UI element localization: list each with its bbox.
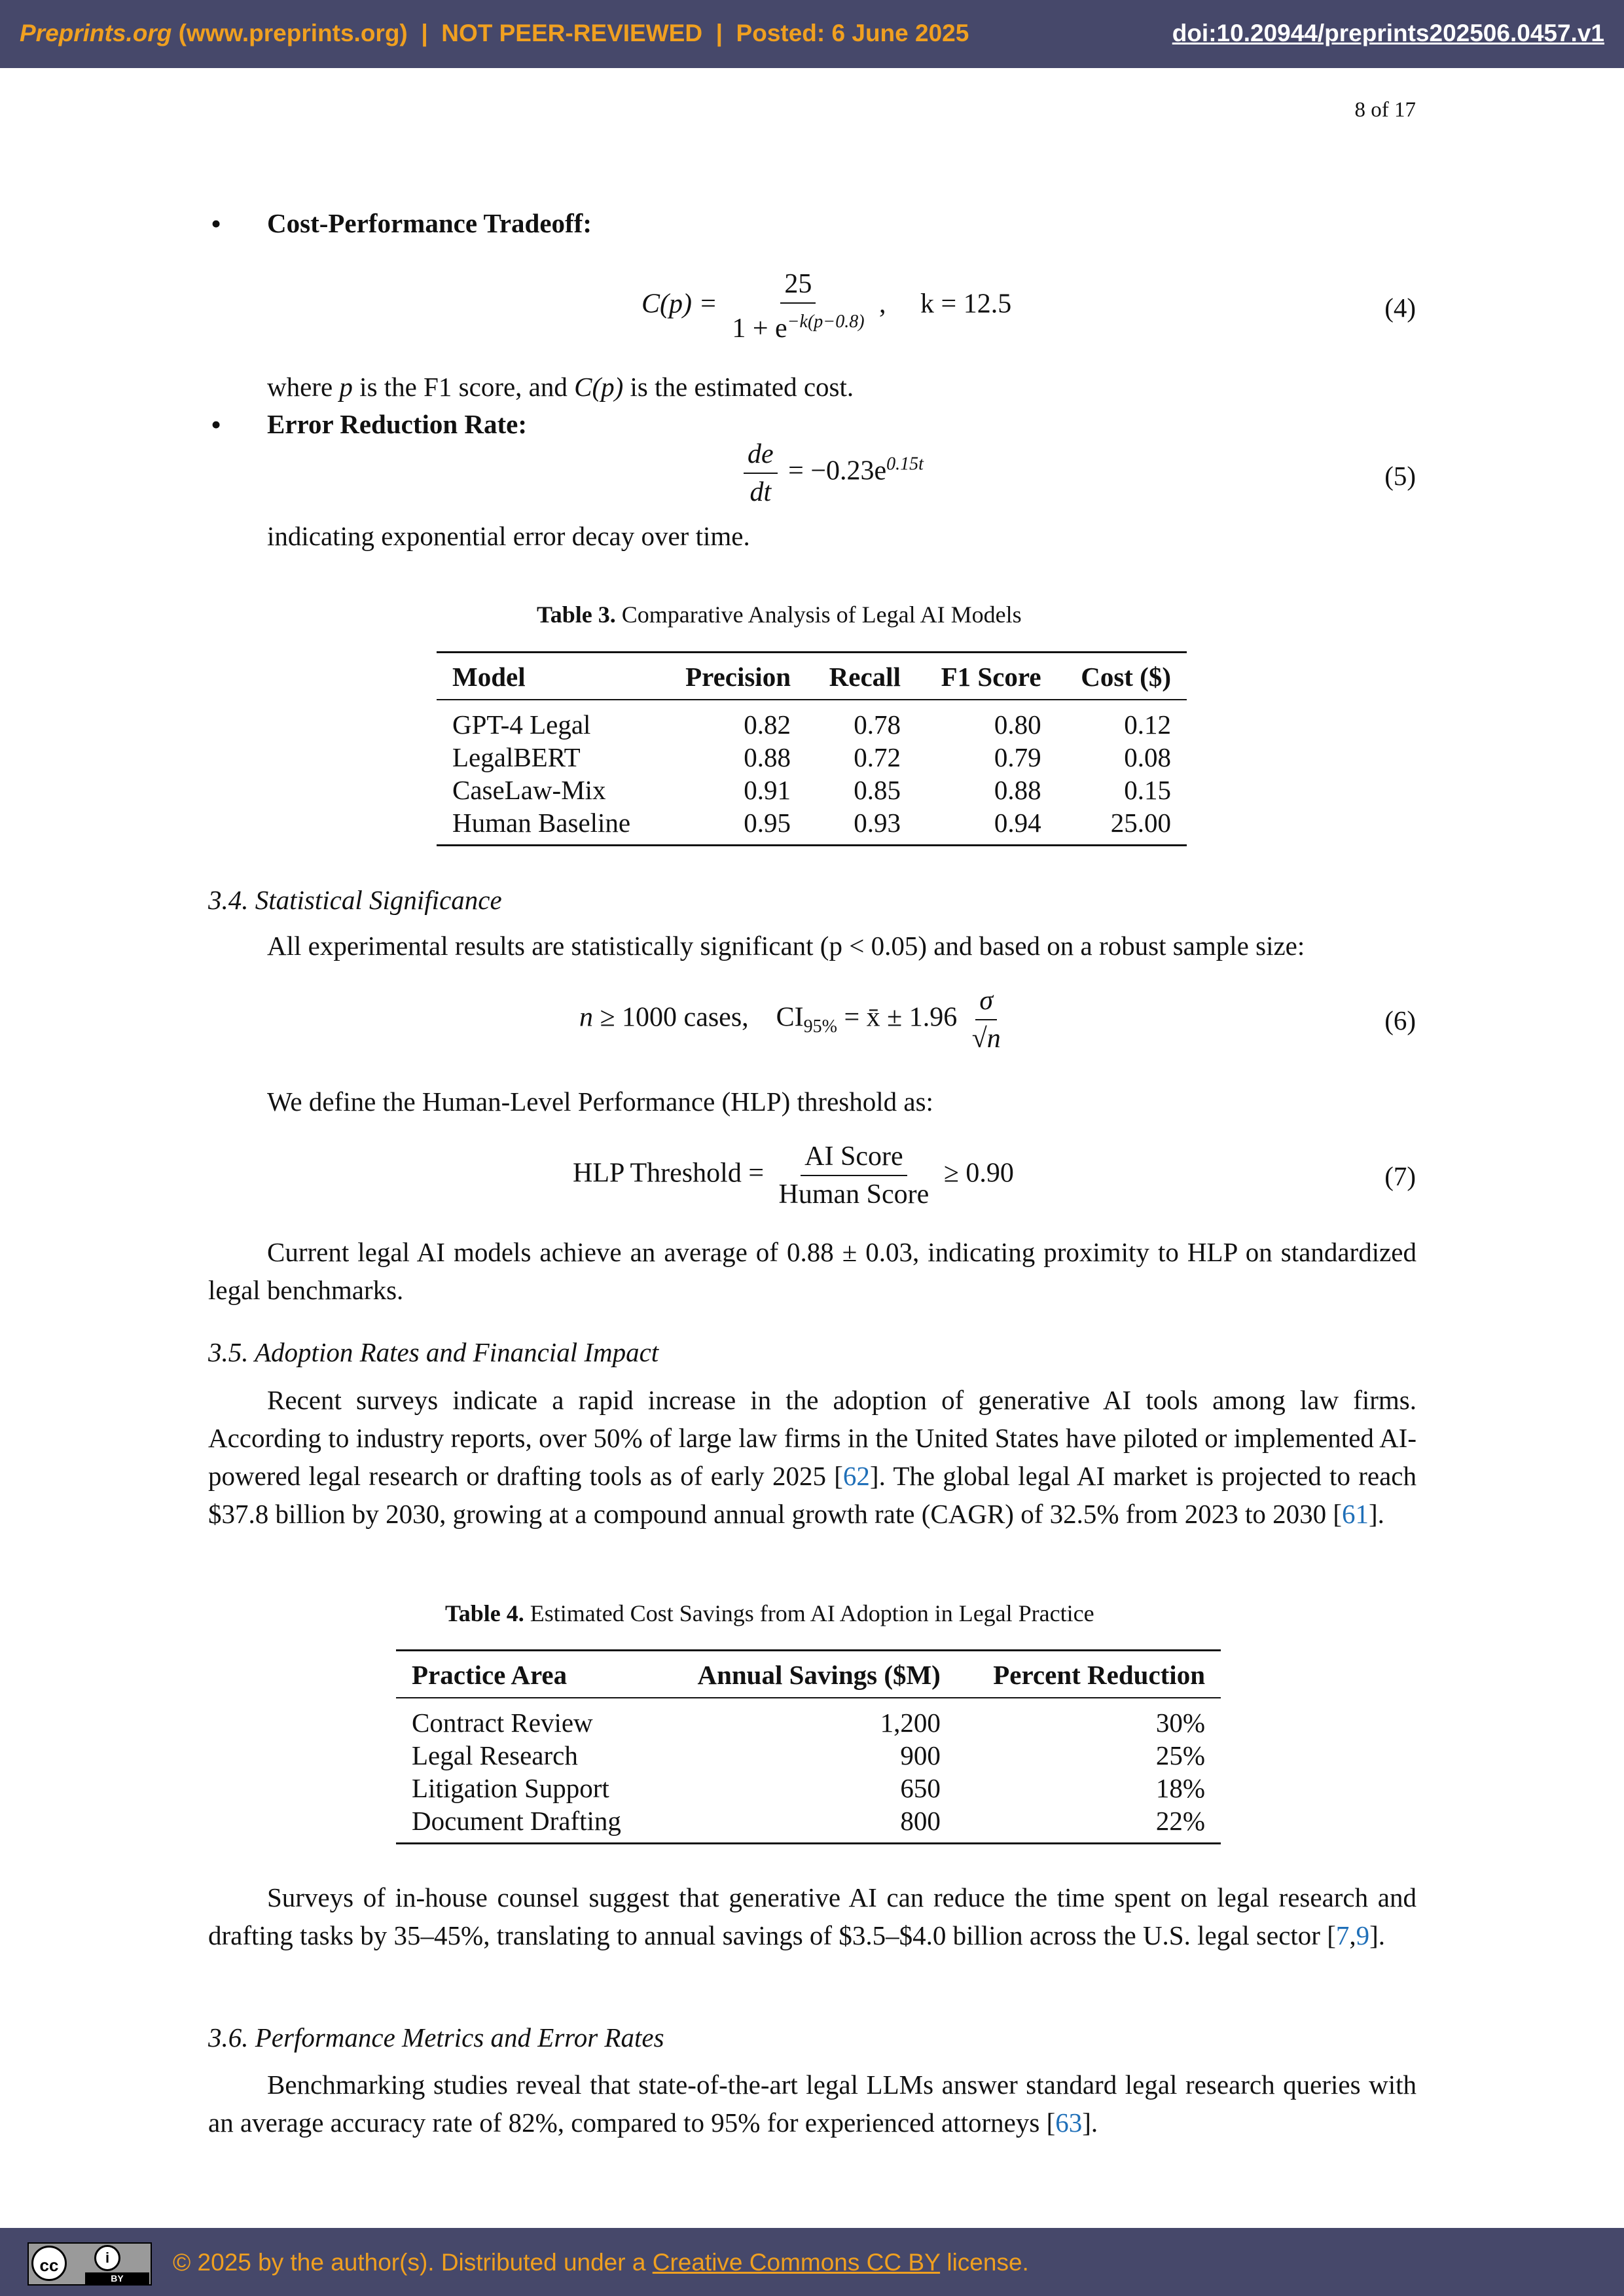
section-3-5-paragraph-2 — [208, 1878, 1416, 1954]
eq4-explain-text: is the estimated cost. — [623, 372, 854, 402]
citation-link[interactable]: 7 — [1335, 1920, 1350, 1950]
table-cell: LegalBERT — [452, 742, 581, 772]
bullet-marker: • — [211, 408, 222, 441]
eq5-exponent: 0.15t — [886, 454, 924, 475]
section-3-5-paragraph — [208, 1381, 1416, 1533]
eq6-n: n — [579, 1002, 593, 1033]
section-3-4-paragraph: We define the Human-Level Performance (HLP) threshold as: — [267, 1086, 933, 1117]
paragraph-text: Surveys of in-house counsel suggest that generative AI can reduce the time spent on legal research and drafting tasks by 35–45%, translating to annual savings of $3.5–$4.0 billion across the U.S. legal sector [ — [208, 1882, 1416, 1950]
table-3-caption — [537, 601, 1022, 628]
brand-site[interactable]: (www.preprints.org) — [178, 20, 408, 46]
by-label: BY — [85, 2272, 149, 2284]
eq4-tail: , k = 12.5 — [879, 289, 1012, 319]
equation-6 — [579, 986, 1009, 1053]
citation-link[interactable]: 62 — [842, 1461, 870, 1491]
eq5-rhs: = −0.23e — [788, 456, 887, 486]
column-header: Cost ($) — [1057, 653, 1187, 700]
equation-4-number: (4) — [1384, 293, 1416, 323]
license-footer — [0, 2228, 1624, 2296]
eq6-mid: = x̄ ± 1.96 — [837, 1002, 958, 1033]
table-cell: 0.93 — [854, 808, 901, 838]
eq4-lhs: C(p) = — [641, 289, 717, 319]
table-cell: 25.00 — [1110, 808, 1171, 838]
eq4-numerator: 25 — [780, 270, 816, 304]
citation-link[interactable]: 9 — [1356, 1920, 1370, 1950]
table-cell: 0.78 — [854, 709, 901, 740]
bullet-marker: • — [211, 207, 222, 240]
cc-icon: cc — [31, 2246, 67, 2281]
section-3-4-conclusion: Current legal AI models achieve an average of 0.88 ± 0.03, indicating proximity to HLP on standardized legal benchmarks. — [208, 1237, 1416, 1305]
table-row — [396, 1698, 1221, 1739]
table-cell: 0.85 — [854, 775, 901, 805]
license-text-part: © 2025 by the author(s). Distributed under a — [173, 2249, 653, 2276]
paragraph-text: ]. — [1369, 1499, 1384, 1529]
table-3 — [437, 651, 1187, 846]
table-3-label: Table 3. — [537, 601, 616, 628]
table-cell: 0.12 — [1124, 709, 1171, 740]
eq4-explanation — [267, 368, 854, 406]
eq5-denominator: dt — [749, 477, 772, 507]
error-reduction-title: Error Reduction Rate: — [267, 409, 528, 439]
eq4-explain-text: where — [267, 372, 340, 402]
table-cell: GPT-4 Legal — [452, 709, 591, 740]
table-cell: Legal Research — [412, 1740, 578, 1770]
table-row — [396, 1772, 1221, 1804]
equation-6-number: (6) — [1384, 1005, 1416, 1035]
paragraph-text: ]. — [1082, 2108, 1098, 2138]
equation-7-number: (7) — [1384, 1161, 1416, 1191]
table-cell: 0.88 — [744, 742, 791, 772]
cc-by-badge[interactable] — [27, 2242, 152, 2286]
table-cell: 0.80 — [994, 709, 1041, 740]
eq4-fraction — [728, 270, 868, 343]
eq6-cases: ≥ 1000 cases, — [593, 1002, 749, 1033]
equation-5-number: (5) — [1384, 461, 1416, 491]
column-header: F1 Score — [916, 653, 1057, 700]
table-cell: 0.72 — [854, 742, 901, 772]
table-cell: 0.82 — [744, 709, 791, 740]
table-cell: 1,200 — [880, 1708, 941, 1738]
eq7-numerator: AI Score — [801, 1142, 907, 1176]
table-cell: Contract Review — [412, 1708, 593, 1738]
eq6-denominator: √n — [971, 1024, 1001, 1054]
eq4-explain-text: is the F1 score, and — [352, 372, 575, 402]
eq5-fraction — [744, 440, 778, 507]
table-cell: 0.94 — [994, 808, 1041, 838]
section-3-4-paragraph: All experimental results are statistically significant (p < 0.05) and based on a robust sample size: — [267, 931, 1305, 961]
column-header: Percent Reduction — [956, 1651, 1221, 1698]
header-info — [20, 20, 969, 47]
table-row — [437, 806, 1187, 846]
header-separator: | — [715, 20, 723, 46]
header-separator: | — [421, 20, 428, 46]
table-header-row — [437, 653, 1187, 700]
eq6-ci-subscript: 95% — [803, 1016, 837, 1037]
eq7-rhs: ≥ 0.90 — [943, 1158, 1014, 1189]
table-header-row — [396, 1651, 1221, 1698]
column-header: Precision — [660, 653, 806, 700]
table-cell: 800 — [900, 1806, 941, 1836]
section-3-6-heading: 3.6. Performance Metrics and Error Rates — [208, 2022, 664, 2053]
posted-date: Posted: 6 June 2025 — [736, 20, 969, 46]
eq6-fraction — [968, 986, 1005, 1053]
eq7-denominator: Human Score — [778, 1179, 929, 1210]
table-cell: 0.15 — [1124, 775, 1171, 805]
paragraph-text: ]. The global legal AI market is projected to reach $37.8 billion by 2030, growing at a compound annual growth rate (CAGR) of 32.5% from 2023 to 2030 [ — [208, 1461, 1416, 1529]
equation-4 — [641, 270, 1011, 343]
table-cell: 0.79 — [994, 742, 1041, 772]
license-text-part: license. — [940, 2249, 1029, 2276]
section-3-5-heading: 3.5. Adoption Rates and Financial Impact — [208, 1337, 659, 1367]
preprint-header-bar — [0, 0, 1624, 68]
table-cell: 18% — [1155, 1773, 1205, 1803]
license-text — [173, 2249, 1029, 2276]
table-cell: 900 — [900, 1740, 941, 1770]
eq6-ci: CI — [776, 1002, 804, 1033]
table-4-caption — [445, 1600, 1094, 1627]
cost-performance-title: Cost-Performance Tradeoff: — [267, 208, 592, 238]
table-4 — [396, 1649, 1221, 1844]
doi-link[interactable]: doi:10.20944/preprints202506.0457.v1 — [1172, 20, 1604, 46]
table-4-label: Table 4. — [445, 1600, 524, 1626]
column-header: Practice Area — [396, 1651, 658, 1698]
eq4-explain-var: p — [339, 372, 353, 402]
citation-separator: , — [1349, 1920, 1356, 1950]
table-cell: 30% — [1155, 1708, 1205, 1738]
eq6-numerator: σ — [975, 986, 997, 1020]
table-row — [437, 741, 1187, 774]
eq7-lhs: HLP Threshold = — [573, 1158, 765, 1189]
eq5-explanation: indicating exponential error decay over time. — [267, 521, 750, 551]
page-number: 8 of 17 — [1354, 98, 1416, 122]
brand-name[interactable]: Preprints.org — [20, 20, 172, 46]
table-row — [396, 1739, 1221, 1772]
table-3-title: Comparative Analysis of Legal AI Models — [621, 601, 1022, 628]
paragraph-text: Recent surveys indicate a rapid increase in the adoption of generative AI tools among law firms. According to industry reports, over 50% of large law firms in the United States have piloted or implemented AI-powered legal research or drafting tools as of early 2025 [ — [208, 1385, 1416, 1491]
eq4-exponent: −k(p−0.8) — [787, 312, 865, 332]
eq5-numerator: de — [744, 440, 778, 474]
column-header: Recall — [806, 653, 916, 700]
eq4-denominator-base: 1 + e — [732, 314, 787, 344]
column-header: Annual Savings ($M) — [658, 1651, 956, 1698]
section-3-4-heading: 3.4. Statistical Significance — [208, 885, 502, 915]
table-cell: 0.88 — [994, 775, 1041, 805]
table-cell: 0.91 — [744, 775, 791, 805]
table-cell: Document Drafting — [412, 1806, 621, 1836]
paragraph-text: ]. — [1369, 1920, 1385, 1950]
table-cell: Litigation Support — [412, 1773, 609, 1803]
column-header: Model — [437, 653, 660, 700]
review-status: NOT PEER-REVIEWED — [441, 20, 703, 46]
paragraph-text: Benchmarking studies reveal that state-of-the-art legal LLMs answer standard legal research queries with an average accuracy rate of 82%, compared to 95% for experienced attorneys [ — [208, 2070, 1416, 2138]
eq7-fraction — [775, 1142, 933, 1209]
citation-link[interactable]: 63 — [1055, 2108, 1083, 2138]
table-row — [437, 774, 1187, 806]
eq4-explain-var: C(p) — [574, 372, 624, 402]
attribution-icon: i — [94, 2245, 120, 2271]
section-3-6-paragraph — [208, 2066, 1416, 2142]
table-cell: 650 — [900, 1773, 941, 1803]
table-cell: CaseLaw-Mix — [452, 775, 606, 805]
license-link[interactable]: Creative Commons CC BY — [652, 2249, 941, 2276]
table-4-title: Estimated Cost Savings from AI Adoption in Legal Practice — [530, 1600, 1094, 1626]
equation-7 — [573, 1142, 1014, 1209]
eq4-denominator — [728, 304, 868, 343]
table-cell: 22% — [1155, 1806, 1205, 1836]
table-cell: 0.95 — [744, 808, 791, 838]
table-cell: 25% — [1155, 1740, 1205, 1770]
table-cell: Human Baseline — [452, 808, 631, 838]
table-row — [396, 1804, 1221, 1844]
table-row — [437, 700, 1187, 741]
equation-5 — [740, 440, 924, 507]
table-cell: 0.08 — [1124, 742, 1171, 772]
citation-link[interactable]: 61 — [1342, 1499, 1369, 1529]
